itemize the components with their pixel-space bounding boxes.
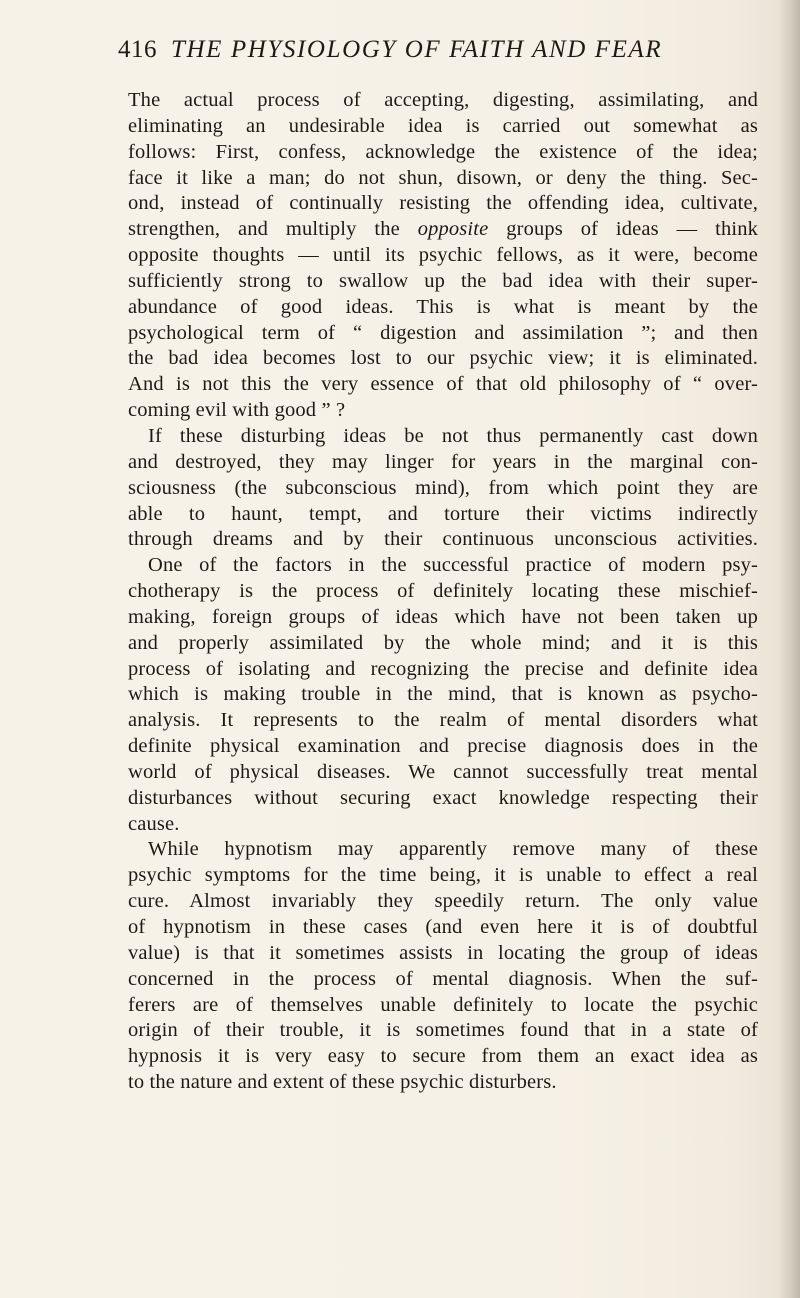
paragraph-4 xyxy=(128,837,758,1095)
text-line: eliminating an undesirable idea is carried out somewhat as xyxy=(128,114,758,137)
text-line: psychological term of “ digestion and assimilation ”; and then xyxy=(128,321,758,344)
text-line: hypnosis it is very easy to secure from them an exact idea as xyxy=(128,1045,758,1068)
text-line: origin of their trouble, it is sometimes found that in a state of xyxy=(128,1019,758,1042)
text-line: While hypnotism may apparently remove many of these xyxy=(148,838,758,861)
text-line: to the nature and extent of these psychic disturbers. xyxy=(128,1071,557,1094)
text-line: able to haunt, tempt, and torture their victims indirectly xyxy=(128,502,758,525)
text-line: ferers are of themselves unable definitely to locate the psychic xyxy=(128,993,758,1016)
text-line: making, foreign groups of ideas which have not been taken up xyxy=(128,605,758,628)
text-line: And is not this the very essence of that old philosophy of “ over- xyxy=(128,373,758,396)
text-line: One of the factors in the successful practice of modern psy- xyxy=(148,554,758,577)
text-line: and properly assimilated by the whole mind; and it is this xyxy=(128,631,758,654)
text-line: concerned in the process of mental diagnosis. When the suf- xyxy=(128,967,758,990)
text-line: opposite thoughts — until its psychic fellows, as it were, become xyxy=(128,244,758,267)
body-text xyxy=(128,88,758,1096)
running-title: THE PHYSIOLOGY OF FAITH AND FEAR xyxy=(171,36,663,63)
text-line: abundance of good ideas. This is what is meant by the xyxy=(128,295,758,318)
text-line: face it like a man; do not shun, disown, or deny the thing. Sec- xyxy=(128,166,758,189)
text-line: through dreams and by their continuous unconscious activities. xyxy=(128,528,758,551)
text-line: process of isolating and recognizing the precise and definite idea xyxy=(128,657,758,680)
text-line: If these disturbing ideas be not thus permanently cast down xyxy=(148,424,758,447)
text-line: follows: First, confess, acknowledge the existence of the idea; xyxy=(128,140,758,163)
text-line: ond, instead of continually resisting the offending idea, cultivate, xyxy=(128,192,758,215)
text-run: strengthen, and multiply the xyxy=(128,218,418,241)
text-line: definite physical examination and precise diagnosis does in the xyxy=(128,735,758,758)
text-line: analysis. It represents to the realm of mental disorders what xyxy=(128,709,758,732)
paragraph-1 xyxy=(128,88,758,424)
text-line: cure. Almost invariably they speedily return. The only value xyxy=(128,890,758,913)
text-run: groups of ideas — think xyxy=(488,218,758,241)
paragraph-2 xyxy=(128,424,758,553)
text-line: cause. xyxy=(128,812,180,835)
paragraph-3 xyxy=(128,553,758,837)
text-line: disturbances without securing exact knowledge respecting their xyxy=(128,786,758,809)
text-line: chotherapy is the process of definitely locating these mischief- xyxy=(128,580,758,603)
running-head xyxy=(118,36,698,68)
text-line: coming evil with good ” ? xyxy=(128,399,346,422)
text-line: and destroyed, they may linger for years in the marginal con- xyxy=(128,450,758,473)
text-line: value) is that it sometimes assists in locating the group of ideas xyxy=(128,941,758,964)
text-line: which is making trouble in the mind, that is known as psycho- xyxy=(128,683,758,706)
page-number: 416 xyxy=(118,36,157,63)
emphasis-opposite: opposite xyxy=(417,218,489,241)
text-line xyxy=(128,217,758,243)
text-line: sufficiently strong to swallow up the bad idea with their super- xyxy=(128,269,758,292)
text-line: world of physical diseases. We cannot successfully treat mental xyxy=(128,760,758,783)
text-line: the bad idea becomes lost to our psychic view; it is eliminated. xyxy=(128,347,758,370)
text-line: of hypnotism in these cases (and even here it is of doubtful xyxy=(128,916,758,938)
page-edge-shadow xyxy=(778,0,800,1298)
text-line: psychic symptoms for the time being, it is unable to effect a real xyxy=(128,864,758,887)
text-line: sciousness (the subconscious mind), from which point they are xyxy=(128,476,758,499)
text-line: The actual process of accepting, digesting, assimilating, and xyxy=(128,89,758,111)
